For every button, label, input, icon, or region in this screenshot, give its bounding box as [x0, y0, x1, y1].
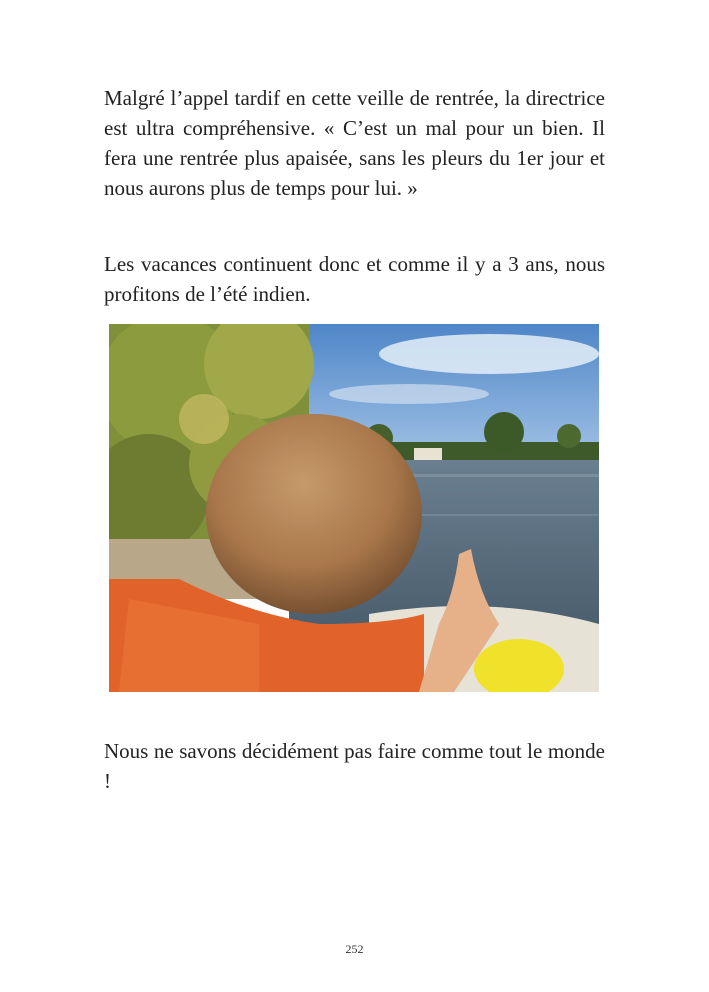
paragraph-2: Les vacances continuent donc et comme il y a 3 ans, nous profitons de l’été indien. [104, 252, 605, 306]
paragraph-1: Malgré l’appel tardif en cette veille de rentrée, la directrice est ultra compréhensive. « C’est un mal pour un bien. Il fera une rentrée plus apaisée, sans les pleurs du 1er jour et nous aurons plus de temps pour lui. » [104, 86, 605, 200]
paragraph-3: Nous ne savons décidément pas faire comme tout le monde ! [104, 739, 605, 793]
house [414, 448, 442, 460]
cloud [329, 384, 489, 404]
page-number: 252 [345, 942, 364, 956]
cloud [379, 334, 599, 374]
photo-child-on-pedal-boat [109, 324, 599, 692]
child-hair [206, 414, 422, 614]
